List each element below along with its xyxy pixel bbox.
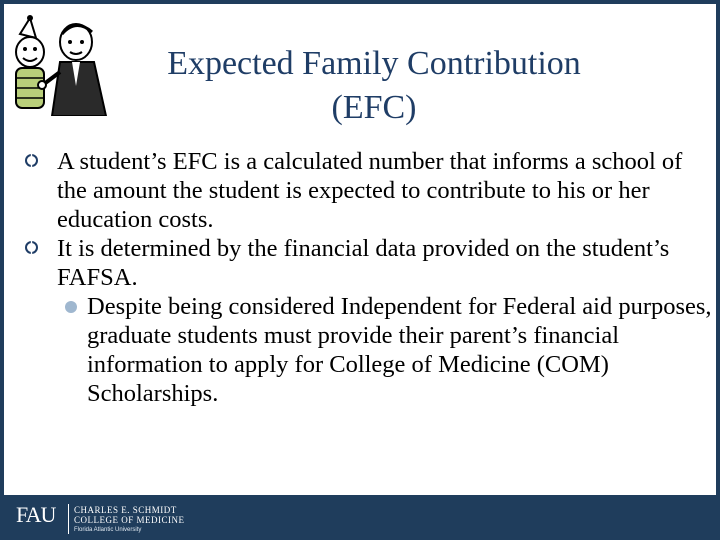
logo-divider xyxy=(68,504,69,534)
bullet-item xyxy=(24,234,714,292)
college-line-1: CHARLES E. SCHMIDT xyxy=(74,505,177,515)
bullet-item xyxy=(24,147,714,234)
slide xyxy=(4,4,716,495)
slide-title-line-2: (EFC) xyxy=(331,89,417,126)
bullet-ring-icon xyxy=(24,240,39,255)
sub-bullet-text: Despite being considered Independent for Federal aid purposes, graduate students must provide their parent’s financial information to apply for College of Medicine (COM) Scholarships. xyxy=(87,293,712,407)
bullet-ring-icon xyxy=(24,153,39,168)
sub-bullet-item xyxy=(24,292,714,408)
slide-title xyxy=(64,42,684,130)
college-name xyxy=(74,505,185,525)
bullet-text: It is determined by the financial data provided on the student’s FAFSA. xyxy=(57,235,670,291)
footer-bar xyxy=(0,499,720,540)
college-line-2: COLLEGE OF MEDICINE xyxy=(74,515,185,525)
bullet-text: A student’s EFC is a calculated number that informs a school of the amount the student is expected to contribute to his or her education costs. xyxy=(57,148,683,233)
slide-title-line-1: Expected Family Contribution xyxy=(167,45,581,82)
slide-body xyxy=(24,147,714,408)
sub-bullet-dot-icon xyxy=(65,301,77,313)
university-name: Florida Atlantic University xyxy=(74,527,142,533)
fau-logo: FAU xyxy=(16,502,56,527)
